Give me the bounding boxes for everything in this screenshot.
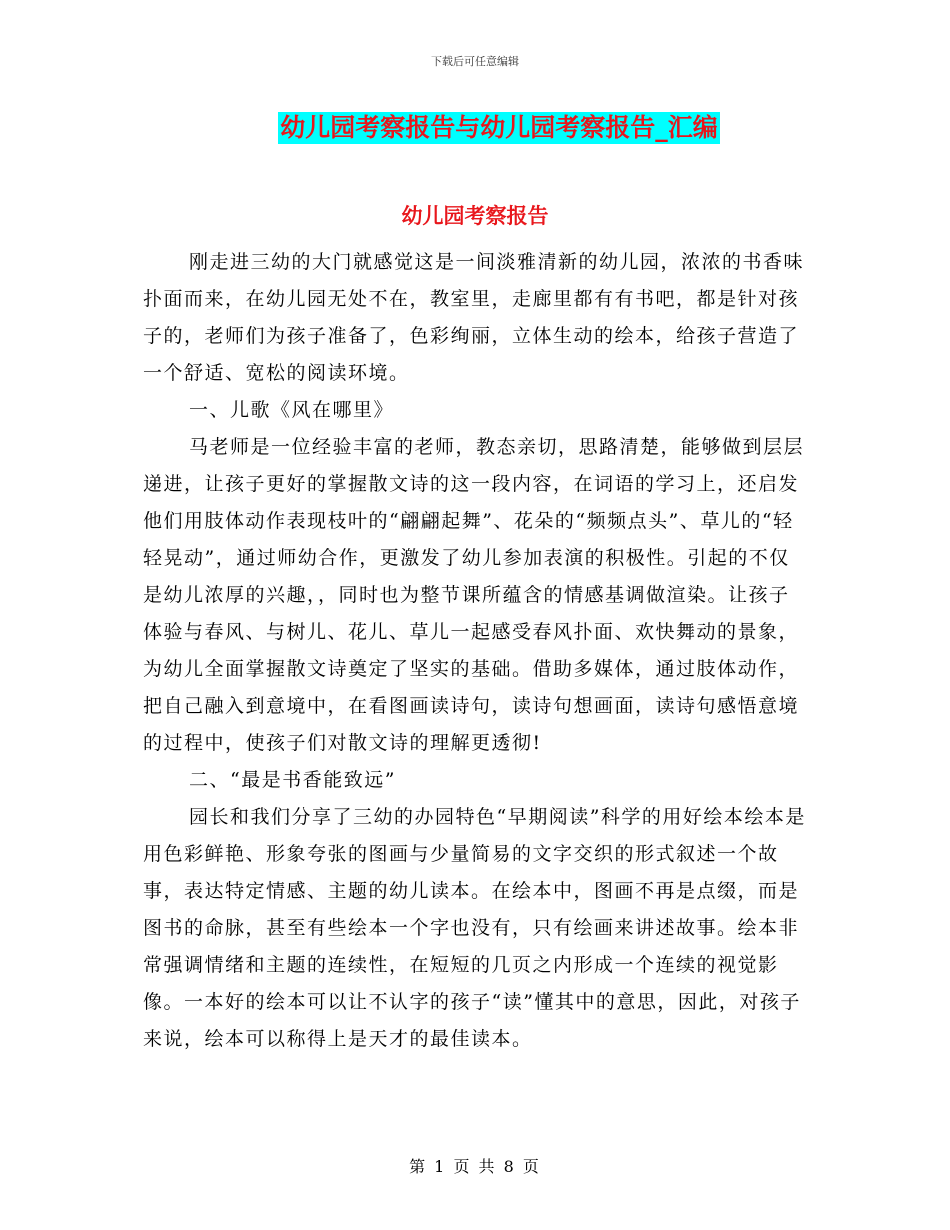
body-paragraph: 刚走进三幼的大门就感觉这是一间淡雅清新的幼儿园，浓浓的书香味扑面而来，在幼儿园无处不在，教室里，走廊里都有有书吧，都是针对孩子的，老师们为孩子准备了，色彩绚丽，立体生动的绘本，给孩子营造了一个舒适、宽松的阅读环境。 bbox=[143, 251, 805, 384]
subheading-paragraph: 二、“最是书香能致远” bbox=[189, 769, 396, 791]
document-title: 幼儿园考察报告与幼儿园考察报告_汇编 bbox=[280, 113, 718, 142]
document-body bbox=[143, 244, 809, 1058]
header-note: 下载后可任意编辑 bbox=[431, 55, 519, 68]
page-number-footer: 第 1 页 共 8 页 bbox=[409, 1157, 541, 1176]
section-title: 幼儿园考察报告 bbox=[401, 203, 549, 228]
document-title-container bbox=[0, 112, 950, 144]
subheading-paragraph: 一、儿歌《风在哪里》 bbox=[189, 399, 395, 421]
body-paragraph: 马老师是一位经验丰富的老师，教态亲切，思路清楚，能够做到层层递进，让孩子更好的掌握散文诗的这一段内容，在词语的学习上，还启发他们用肢体动作表现枝叶的“翩翩起舞”、花朵的“频频点头”、草儿的“轻轻晃动”，通过师幼合作，更激发了幼儿参加表演的积极性。引起的不仅是幼儿浓厚的兴趣，，同时也为整节课所蕴含的情感基调做渲染。让孩子体验与春风、与树儿、花儿、草儿一起感受春风扑面、欢快舞动的景象，为幼儿全面掌握散文诗奠定了坚实的基础。借助多媒体，通过肢体动作，把自己融入到意境中，在看图画读诗句，读诗句想画面，读诗句感悟意境的过程中，使孩子们对散文诗的理解更透彻! bbox=[143, 436, 805, 754]
body-paragraph: 园长和我们分享了三幼的办园特色“早期阅读”科学的用好绘本绘本是用色彩鲜艳、形象夸张的图画与少量简易的文字交织的形式叙述一个故事，表达特定情感、主题的幼儿读本。在绘本中，图画不再是点缀，而是图书的命脉，甚至有些绘本一个字也没有，只有绘画来讲述故事。绘本非常强调情绪和主题的连续性，在短短的几页之内形成一个连续的视觉影像。一本好的绘本可以让不认字的孩子“读”懂其中的意思，因此，对孩子来说，绘本可以称得上是天才的最佳读本。 bbox=[143, 806, 806, 1050]
